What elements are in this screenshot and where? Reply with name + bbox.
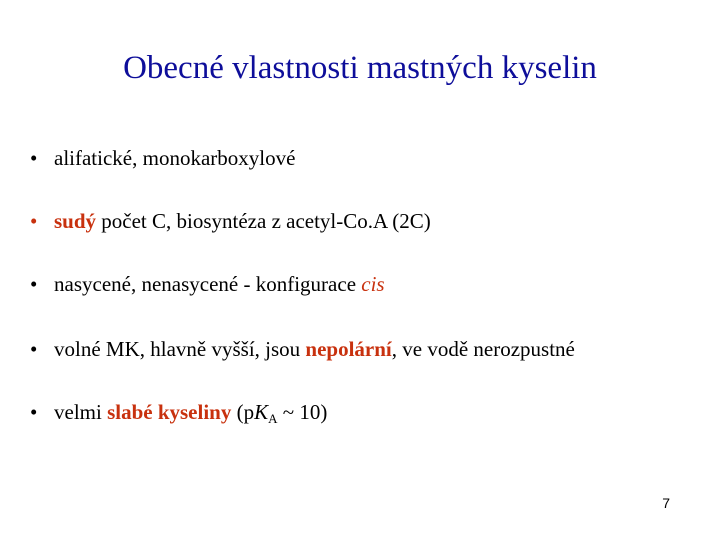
slide-title: Obecné vlastnosti mastných kyselin (123, 50, 597, 86)
bullet-marker: • (30, 146, 38, 170)
bullet-marker: • (30, 272, 38, 296)
bullet-marker: • (30, 337, 38, 361)
bullet-marker: • (30, 209, 38, 233)
bullet-text: počet C, biosyntéza z acetyl-Co.A (2C) (96, 209, 431, 233)
highlight-cis: cis (361, 272, 385, 296)
bullet-text-after: , ve vodě nerozpustné (391, 337, 575, 361)
pka-value: ~ 10) (277, 400, 328, 424)
highlight-weak-acids: slabé kyseliny (107, 400, 232, 424)
bullet-text: nasycené, nenasycené - konfigurace (54, 272, 362, 296)
bullet-text: volné MK, hlavně vyšší, jsou (54, 337, 306, 361)
highlight-even: sudý (54, 209, 97, 233)
bullet-marker: • (30, 400, 38, 424)
highlight-nonpolar: nepolární (305, 337, 392, 361)
bullet-item-aliphatic (30, 144, 295, 172)
bullet-item-even-carbon (30, 207, 431, 235)
bullet-text: alifatické, monokarboxylové (54, 146, 296, 170)
pka-k-symbol: K (254, 400, 269, 424)
pka-open: (p (231, 400, 255, 424)
bullet-item-nonpolar (30, 335, 575, 363)
bullet-item-weak-acids (30, 398, 327, 426)
bullet-text: velmi (54, 400, 108, 424)
bullet-item-saturation (30, 270, 385, 298)
page-number: 7 (662, 495, 670, 511)
pka-subscript: A (268, 411, 278, 426)
